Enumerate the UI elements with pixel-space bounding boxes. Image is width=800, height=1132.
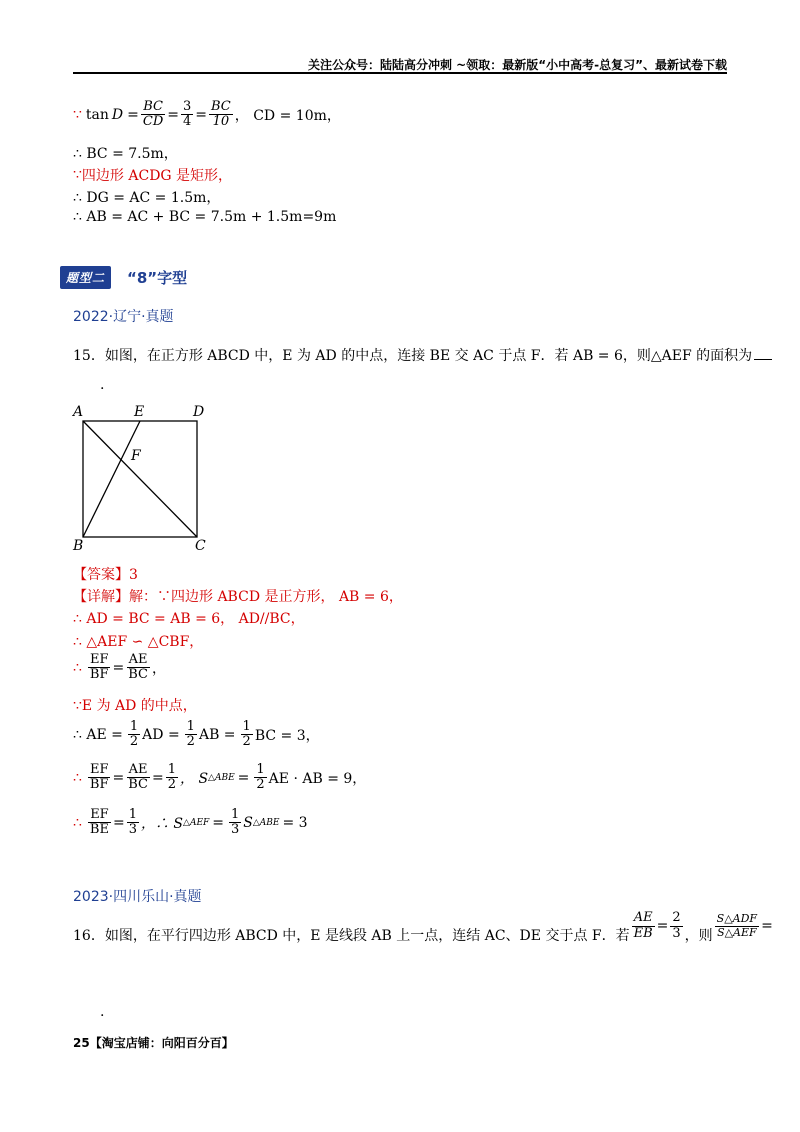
square-figure: [68, 400, 218, 555]
fraction: $\frac{AE}{EB}$: [633, 910, 653, 941]
label-b: B: [73, 538, 84, 554]
fraction: $\frac{EF}{BF}$: [89, 762, 109, 793]
fraction: $\frac{1}{3}$: [128, 807, 137, 838]
problem-15-stem-end: .: [100, 377, 105, 393]
label-d: D: [193, 404, 205, 420]
detail-line-6: ∴ AE = $\frac{1}{2}$ AD = $\frac{1}{2}$ AB = $\frac{1}{2}$ BC = 3，: [73, 719, 320, 750]
fraction: $\frac{EF}{BE}$: [89, 807, 109, 838]
detail-line-5: ∵E 为 AD 的中点，: [73, 698, 197, 714]
label-c: C: [195, 538, 206, 554]
solution-line-3: ∵ 四边形 ACDG 是矩形，: [73, 167, 233, 184]
detail-line-4: ∴ $\frac{EF}{BF}$ = $\frac{AE}{BC}$ ，: [73, 652, 166, 683]
fraction: $\frac{1}{2}$: [256, 762, 265, 793]
fraction: $\frac{AE}{BC}$: [128, 762, 148, 793]
fraction: $\frac{2}{3}$: [672, 910, 681, 941]
fraction: $\frac{3}{4}$: [183, 99, 192, 130]
label-f: F: [131, 448, 141, 464]
page-footer: [73, 1034, 234, 1051]
detail-line-2: ∴ AD = BC = AB = 6， AD//BC，: [73, 611, 305, 627]
detail-line-8: ∴ $\frac{EF}{BE}$ = $\frac{1}{3}$ ，∴ S △AEF = $\frac{1}{3}$ S △ABE = 3: [73, 807, 308, 838]
fraction: $\frac{1}{3}$: [231, 807, 240, 838]
detail-line-7: ∴ $\frac{EF}{BF}$ = $\frac{AE}{BC}$ = $\frac{1}{2}$ ， S △ABE = $\frac{1}{2}$ AE · AB = 9，: [73, 762, 367, 793]
answer-15: 【答案】3: [73, 567, 138, 583]
solution-line-1: ∵ tan D = $\frac{BC}{CD}$ = $\frac{3}{4}$ = $\frac{BC}{10}$ ， CD = 10m，: [73, 99, 341, 130]
detail-line-1: 【详解】解：∵四边形 ABCD 是正方形， AB = 6，: [73, 589, 403, 605]
answer-blank: [754, 347, 772, 360]
segment-be: [83, 421, 140, 537]
label-e: E: [134, 404, 145, 420]
fraction: $\frac{BC}{10}$: [211, 99, 231, 130]
fraction: $\frac{EF}{BF}$: [89, 652, 109, 683]
detail-line-3: ∴ △AEF ∽ △CBF，: [73, 634, 204, 650]
section-title: “8”字型: [127, 269, 188, 287]
fraction: $\frac{AE}{BC}$: [128, 652, 148, 683]
problem-16-stem-end: .: [100, 1004, 105, 1020]
solution-line-5: ∴ AB = AC + BC = 7.5m + 1.5m=9m: [73, 209, 337, 225]
problem-16-stem: 16．如图，在平行四边形 ABCD 中，E 是线段 AB 上一点，连结 AC、DE 交于点 F．若 $\frac{AE}{EB}$ = $\frac{2}{3}$ ，则 $\frac{\text{S△ADF}}{\text{S△AEF}}$ =: [73, 910, 773, 944]
problem-16-source: 2023·四川乐山·真题: [73, 889, 202, 905]
problem-15-source: 2022·辽宁·真题: [73, 309, 174, 325]
solution-line-4: ∴ DG = AC = 1.5m，: [73, 190, 221, 206]
label-a: A: [73, 404, 84, 420]
section-heading: [60, 266, 187, 289]
page-header: 关注公众号：陆陆高分冲刺 ~领取：最新版“小中高考-总复习”、最新试卷下载: [308, 58, 727, 72]
solution-line-2: ∴ BC = 7.5m，: [73, 146, 178, 162]
section-badge: 题型二: [60, 266, 111, 289]
diagonal-ac: [83, 421, 197, 537]
header-divider: [73, 72, 727, 74]
fraction: $\frac{\text{S△ADF}}{\text{S△AEF}}$: [716, 912, 758, 939]
fraction: $\frac{1}{2}$: [186, 719, 195, 750]
fraction: $\frac{BC}{CD}$: [142, 99, 164, 130]
shop-label: 【淘宝店铺：向阳百分百】: [89, 1036, 234, 1050]
fraction: $\frac{1}{2}$: [129, 719, 139, 750]
page-number: 25: [73, 1036, 90, 1050]
fraction: $\frac{1}{2}$: [242, 719, 251, 750]
problem-15-stem: 15．如图，在正方形 ABCD 中，E 为 AD 的中点，连接 BE 交 AC 于点 F．若 AB = 6，则△AEF 的面积为: [73, 345, 772, 365]
fraction: $\frac{1}{2}$: [167, 762, 176, 793]
